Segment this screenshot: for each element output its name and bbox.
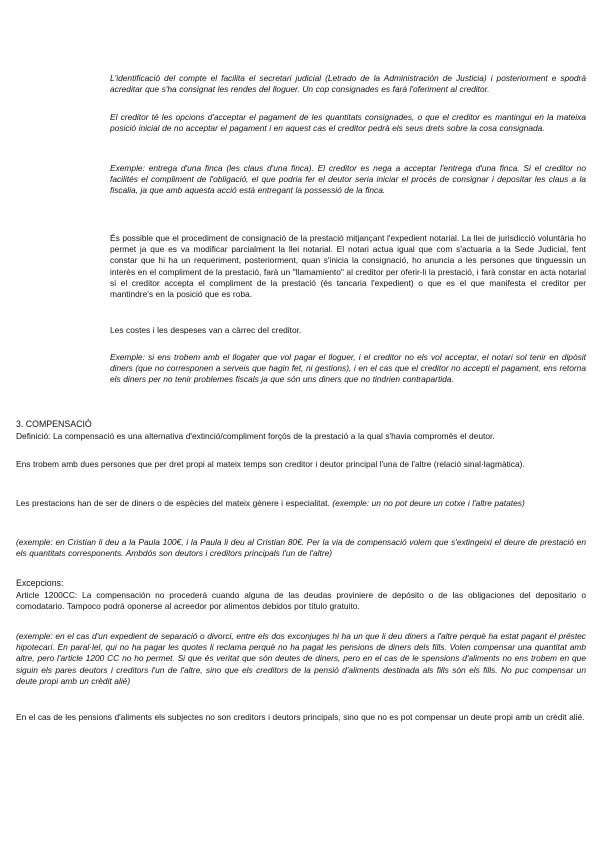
paragraph-exemple-cristian: (exemple: en Cristian li deu a la Paula 100€, i la Paula li deu al Cristian 80€. Per la via de compensació volem que s'extingeixi el deure de prestació en els quantitats corresponents. Ambdós son deutors i creditors principals l'un de l'altre) bbox=[16, 537, 586, 559]
paragraph-pensions-aliments: En el cas de les pensions d'aliments els subjectes no son creditors i deutors principals, sino que no es pot compensar un deute propi amb un crèdit alié. bbox=[16, 712, 585, 722]
paragraph-identificacio: L'identificació del compte el facilita el secretari judicial (Letrado de la Administración de Justicia) i posteriorment e spodrà acreditar que s'ha consignat les rendes del lloguer. Un cop consignades es farà l'oferiment al creditor. bbox=[110, 73, 586, 95]
paragraph-relacio: Ens trobem amb dues persones que per dret propi al mateix temps son creditor i deutor principal l'una de l'altre (relació sinal·lagmàtica). bbox=[16, 459, 525, 469]
exceptions-title: Excepcions: bbox=[16, 578, 64, 588]
paragraph-definicio: Definició: La compensació es una alternativa d'extinció/compliment forçós de la prestació a la qual s'havia compromès el deutor. bbox=[16, 431, 495, 441]
paragraph-exemple-divorci: (exemple: en el cas d'un expedient de separació o divorci, entre els dos exconjuges hi ha un que li deu diners a l'altre perquè ha estat pagant el préstec hipotecari. En paral·lel, qui no ha pagar les quotes li reclama perquè no ha pagat les pensions de diners dels fills. Volen compensar una quantitat amb altre, pero l'article 1200 CC no ho permet. Si que és veritat que són deutes de diners, pero en el cas de le spensions d'aliments no ens trobem en que siguin els pares deutors i creditors l'un de l'altre, sino que els creditors de la pensió d'aliments destinada als fills són els fills. No puc compensar un deute propi amb un crèdit alié) bbox=[16, 631, 586, 686]
paragraph-prestacions bbox=[16, 498, 586, 509]
section-heading-compensacio: 3. COMPENSACIÓ bbox=[16, 419, 92, 429]
paragraph-expedient-notarial: És possible que el procediment de consignació de la prestació mitjançant l'expedient notarial. La llei de jurisdicció voluntària ho permet ja que es va modificar parcialment la llei notarial. El notari actua igual que com s'actuaria a la Sede Judicial, fent constar que hi ha un requeriment, posteriorment, quan s'inicia la consignació, ho anuncia a les persones que tinguessin un interès en el compliment de la prestació, farà un "llamamiento" al creditor per oferir-li la prestació, i farà constar en acta notarial si el creditor accepta el compliment de la prestació (és tancaria l'expedient) o que es el que manifesta el creditor per mantindre's en la posició que es roba. bbox=[110, 233, 586, 300]
paragraph-article-1200: Article 1200CC: La compensación no procederá cuando alguna de las deudas proviniere de depósito o de las obligaciones del depositario o comodatario. Tampoco podrá oponerse al acreedor por alimentos debidos por título gratuito. bbox=[16, 590, 586, 612]
paragraph-exemple-llogater: Exemple: si ens trobem amb el llogater que vol pagar el lloguer, i el creditor no els vol acceptar, el notari sol tenir en dipòsit diners (que no corresponen a serveis que hagin fet, ni gestions), i en el cas que el creditor no accepti el pagament, ens retorna els diners per no tenir problemes fiscals ja que són uns diners que no tindrien contrapartida. bbox=[110, 352, 586, 385]
prestacions-example: (exemple: un no pot deure un cotxe i l'altre patates) bbox=[332, 498, 525, 508]
prestacions-text: Les prestacions han de ser de diners o de espècies del mateix gènere i especialitat. bbox=[16, 498, 330, 508]
paragraph-opcions-creditor: El creditor té les opcions d'acceptar el pagament de les quantitats consignades, o que el creditor es mantingui en la mateixa posició inicial de no acceptar el pagament i en aquest cas el creditor pedrà els seus drets sobre la cosa consignada. bbox=[110, 112, 586, 134]
paragraph-costes: Les costes i les despeses van a càrrec del creditor. bbox=[110, 325, 302, 335]
paragraph-exemple-finca: Exemple: entrega d'una finca (les claus d'una finca). El creditor es nega a acceptar l'entrega d'una finca. Si el creditor no facilités el compliment de l'obligació, el que podria fer el deutor seria iniciar el procés de consignar i depositar les claus a la fiscalia, ja que amb aquesta acció està entregant la possessió de la finca. bbox=[110, 163, 586, 196]
